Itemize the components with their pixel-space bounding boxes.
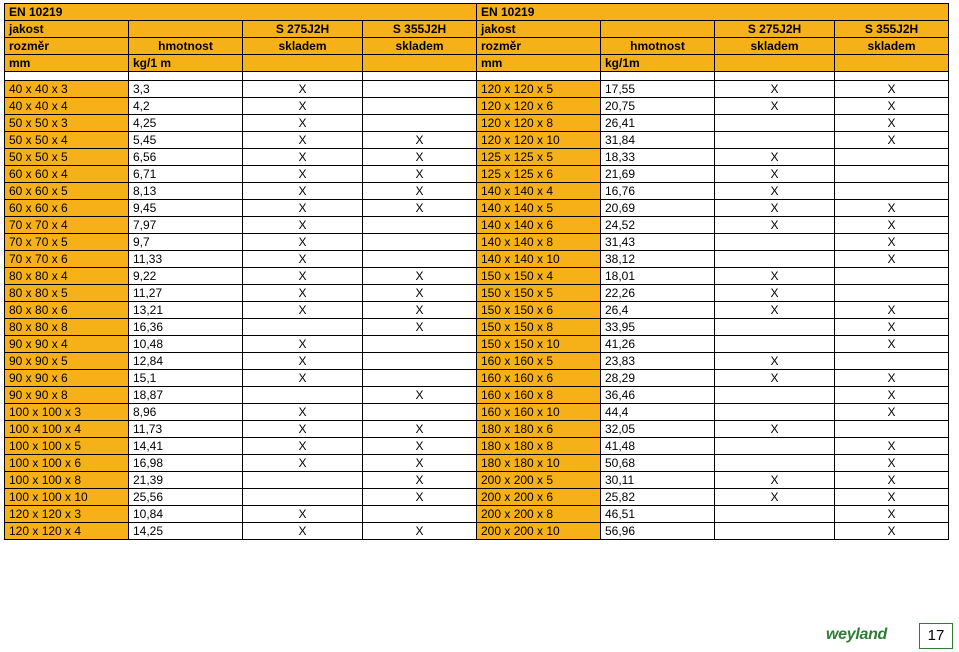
left-stock-s275-cell: X — [243, 234, 363, 251]
left-stock-s275-cell: X — [243, 251, 363, 268]
unit-weight-left: kg/1 m — [129, 55, 243, 72]
right-size-cell: 180 x 180 x 10 — [477, 455, 601, 472]
right-size-cell: 160 x 160 x 5 — [477, 353, 601, 370]
left-size-cell: 50 x 50 x 5 — [5, 149, 129, 166]
right-stock-s355-cell: X — [835, 404, 949, 421]
right-stock-s355-cell: X — [835, 506, 949, 523]
grade-s275-right: S 275J2H — [715, 21, 835, 38]
right-stock-s355-cell — [835, 166, 949, 183]
right-stock-s275-cell: X — [715, 217, 835, 234]
left-size-cell: 120 x 120 x 3 — [5, 506, 129, 523]
left-stock-s275-cell: X — [243, 421, 363, 438]
right-stock-s355-cell: X — [835, 370, 949, 387]
left-stock-s275-cell: X — [243, 132, 363, 149]
right-stock-s275-cell: X — [715, 285, 835, 302]
left-stock-s355-cell: X — [363, 472, 477, 489]
right-size-cell: 150 x 150 x 6 — [477, 302, 601, 319]
right-size-cell: 140 x 140 x 4 — [477, 183, 601, 200]
left-weight-cell: 25,56 — [129, 489, 243, 506]
table-row — [5, 353, 949, 370]
right-weight-cell: 18,01 — [601, 268, 715, 285]
left-size-cell: 70 x 70 x 4 — [5, 217, 129, 234]
right-stock-s355-cell: X — [835, 98, 949, 115]
spacer-cell — [243, 72, 363, 81]
left-size-cell: 70 x 70 x 6 — [5, 251, 129, 268]
left-weight-cell: 13,21 — [129, 302, 243, 319]
spacer-cell — [5, 72, 129, 81]
right-stock-s275-cell: X — [715, 353, 835, 370]
right-stock-s275-cell: X — [715, 268, 835, 285]
left-stock-s275-cell: X — [243, 336, 363, 353]
grade-s355-right: S 355J2H — [835, 21, 949, 38]
left-weight-cell: 15,1 — [129, 370, 243, 387]
right-stock-s355-cell — [835, 149, 949, 166]
left-size-cell: 50 x 50 x 4 — [5, 132, 129, 149]
table-row — [5, 489, 949, 506]
right-stock-s355-cell: X — [835, 387, 949, 404]
right-stock-s275-cell: X — [715, 166, 835, 183]
left-weight-cell: 14,25 — [129, 523, 243, 540]
col-weight-right: hmotnost — [601, 38, 715, 55]
left-weight-cell: 16,36 — [129, 319, 243, 336]
right-size-cell: 140 x 140 x 5 — [477, 200, 601, 217]
left-size-cell: 100 x 100 x 5 — [5, 438, 129, 455]
left-stock-s275-cell: X — [243, 115, 363, 132]
table-row — [5, 438, 949, 455]
right-size-cell: 125 x 125 x 6 — [477, 166, 601, 183]
left-weight-cell: 11,73 — [129, 421, 243, 438]
spacer-cell — [601, 72, 715, 81]
left-stock-s275-cell: X — [243, 370, 363, 387]
right-weight-cell: 32,05 — [601, 421, 715, 438]
right-weight-cell: 21,69 — [601, 166, 715, 183]
left-stock-s355-cell: X — [363, 183, 477, 200]
right-stock-s275-cell: X — [715, 370, 835, 387]
right-stock-s355-cell: X — [835, 132, 949, 149]
right-weight-cell: 38,12 — [601, 251, 715, 268]
left-stock-s355-cell: X — [363, 166, 477, 183]
right-size-cell: 150 x 150 x 10 — [477, 336, 601, 353]
right-stock-s275-cell — [715, 506, 835, 523]
left-weight-cell: 12,84 — [129, 353, 243, 370]
left-weight-cell: 8,13 — [129, 183, 243, 200]
grade-s355-left: S 355J2H — [363, 21, 477, 38]
right-stock-s355-cell: X — [835, 438, 949, 455]
left-stock-s275-cell: X — [243, 353, 363, 370]
left-stock-s275-cell: X — [243, 302, 363, 319]
right-size-cell: 180 x 180 x 8 — [477, 438, 601, 455]
left-stock-s275-cell: X — [243, 455, 363, 472]
right-size-cell: 150 x 150 x 5 — [477, 285, 601, 302]
left-size-cell: 60 x 60 x 5 — [5, 183, 129, 200]
left-size-cell: 100 x 100 x 4 — [5, 421, 129, 438]
left-stock-s355-cell: X — [363, 438, 477, 455]
col-weight-left: hmotnost — [129, 38, 243, 55]
right-size-cell: 160 x 160 x 6 — [477, 370, 601, 387]
table-row — [5, 336, 949, 353]
right-stock-s355-cell: X — [835, 523, 949, 540]
header-row-units — [5, 55, 949, 72]
table-row — [5, 523, 949, 540]
standard-left: EN 10219 — [5, 4, 477, 21]
unit-empty-right-1 — [715, 55, 835, 72]
right-weight-cell: 16,76 — [601, 183, 715, 200]
left-weight-cell: 16,98 — [129, 455, 243, 472]
unit-empty-right-2 — [835, 55, 949, 72]
right-size-cell: 140 x 140 x 6 — [477, 217, 601, 234]
spacer-cell — [129, 72, 243, 81]
left-weight-cell: 7,97 — [129, 217, 243, 234]
left-stock-s355-cell: X — [363, 319, 477, 336]
page-number: 17 — [919, 623, 953, 649]
left-size-cell: 50 x 50 x 3 — [5, 115, 129, 132]
left-size-cell: 90 x 90 x 6 — [5, 370, 129, 387]
right-weight-cell: 23,83 — [601, 353, 715, 370]
right-weight-cell: 44,4 — [601, 404, 715, 421]
table-row — [5, 200, 949, 217]
left-size-cell: 60 x 60 x 4 — [5, 166, 129, 183]
right-stock-s275-cell — [715, 404, 835, 421]
right-stock-s355-cell: X — [835, 302, 949, 319]
table-row — [5, 149, 949, 166]
table-row — [5, 217, 949, 234]
left-stock-s275-cell: X — [243, 149, 363, 166]
col-stock355-left: skladem — [363, 38, 477, 55]
weyland-logo: weyland — [826, 626, 888, 643]
table-row — [5, 370, 949, 387]
left-weight-cell: 9,7 — [129, 234, 243, 251]
table-row — [5, 98, 949, 115]
table-row — [5, 268, 949, 285]
right-size-cell: 120 x 120 x 5 — [477, 81, 601, 98]
left-stock-s355-cell: X — [363, 489, 477, 506]
right-stock-s275-cell — [715, 387, 835, 404]
left-stock-s355-cell — [363, 217, 477, 234]
left-size-cell: 60 x 60 x 6 — [5, 200, 129, 217]
right-stock-s275-cell: X — [715, 183, 835, 200]
left-stock-s355-cell: X — [363, 421, 477, 438]
right-size-cell: 120 x 120 x 8 — [477, 115, 601, 132]
table-row — [5, 404, 949, 421]
table-row — [5, 183, 949, 200]
left-stock-s275-cell: X — [243, 81, 363, 98]
right-stock-s355-cell — [835, 421, 949, 438]
right-stock-s275-cell: X — [715, 98, 835, 115]
right-weight-cell: 41,48 — [601, 438, 715, 455]
left-stock-s355-cell — [363, 404, 477, 421]
table-row — [5, 81, 949, 98]
right-size-cell: 125 x 125 x 5 — [477, 149, 601, 166]
standard-right: EN 10219 — [477, 4, 949, 21]
left-weight-cell: 10,48 — [129, 336, 243, 353]
right-stock-s275-cell — [715, 251, 835, 268]
left-stock-s275-cell: X — [243, 506, 363, 523]
right-stock-s275-cell: X — [715, 472, 835, 489]
table-row — [5, 285, 949, 302]
right-stock-s275-cell — [715, 132, 835, 149]
table-row — [5, 387, 949, 404]
right-weight-cell: 26,4 — [601, 302, 715, 319]
left-weight-cell: 3,3 — [129, 81, 243, 98]
left-stock-s355-cell — [363, 251, 477, 268]
table-row — [5, 302, 949, 319]
right-stock-s355-cell — [835, 285, 949, 302]
left-weight-cell: 6,56 — [129, 149, 243, 166]
right-stock-s275-cell — [715, 336, 835, 353]
table-row — [5, 472, 949, 489]
right-weight-cell: 25,82 — [601, 489, 715, 506]
left-stock-s355-cell — [363, 234, 477, 251]
right-stock-s355-cell — [835, 353, 949, 370]
left-stock-s275-cell: X — [243, 285, 363, 302]
right-stock-s275-cell — [715, 438, 835, 455]
left-stock-s355-cell — [363, 81, 477, 98]
left-weight-cell: 5,45 — [129, 132, 243, 149]
table-row — [5, 234, 949, 251]
right-stock-s275-cell: X — [715, 302, 835, 319]
right-stock-s355-cell: X — [835, 251, 949, 268]
left-weight-cell: 9,22 — [129, 268, 243, 285]
left-stock-s355-cell — [363, 98, 477, 115]
table-row — [5, 319, 949, 336]
right-stock-s275-cell: X — [715, 81, 835, 98]
left-size-cell: 90 x 90 x 5 — [5, 353, 129, 370]
right-weight-cell: 33,95 — [601, 319, 715, 336]
grade-label-right: jakost — [477, 21, 601, 38]
left-size-cell: 40 x 40 x 4 — [5, 98, 129, 115]
right-size-cell: 200 x 200 x 10 — [477, 523, 601, 540]
left-stock-s355-cell — [363, 115, 477, 132]
right-stock-s275-cell — [715, 523, 835, 540]
header-row-grade — [5, 21, 949, 38]
right-stock-s355-cell: X — [835, 81, 949, 98]
left-stock-s275-cell — [243, 472, 363, 489]
left-stock-s275-cell: X — [243, 183, 363, 200]
right-size-cell: 200 x 200 x 5 — [477, 472, 601, 489]
left-stock-s275-cell — [243, 489, 363, 506]
right-size-cell: 150 x 150 x 8 — [477, 319, 601, 336]
left-size-cell: 40 x 40 x 3 — [5, 81, 129, 98]
right-weight-cell: 18,33 — [601, 149, 715, 166]
right-stock-s355-cell — [835, 268, 949, 285]
left-stock-s355-cell — [363, 506, 477, 523]
right-stock-s355-cell: X — [835, 115, 949, 132]
right-stock-s355-cell: X — [835, 336, 949, 353]
right-stock-s275-cell — [715, 115, 835, 132]
right-weight-cell: 31,84 — [601, 132, 715, 149]
left-stock-s275-cell: X — [243, 200, 363, 217]
unit-empty-left-1 — [243, 55, 363, 72]
left-size-cell: 80 x 80 x 5 — [5, 285, 129, 302]
left-stock-s355-cell: X — [363, 285, 477, 302]
spacer-cell — [363, 72, 477, 81]
table-row — [5, 506, 949, 523]
left-size-cell: 80 x 80 x 8 — [5, 319, 129, 336]
right-size-cell: 120 x 120 x 6 — [477, 98, 601, 115]
unit-size-right: mm — [477, 55, 601, 72]
right-weight-cell: 56,96 — [601, 523, 715, 540]
left-stock-s355-cell: X — [363, 268, 477, 285]
right-weight-cell: 50,68 — [601, 455, 715, 472]
right-weight-cell: 30,11 — [601, 472, 715, 489]
right-stock-s275-cell — [715, 319, 835, 336]
right-weight-cell: 20,69 — [601, 200, 715, 217]
right-size-cell: 160 x 160 x 10 — [477, 404, 601, 421]
unit-size-left: mm — [5, 55, 129, 72]
unit-empty-left-2 — [363, 55, 477, 72]
table-row — [5, 455, 949, 472]
right-weight-cell: 31,43 — [601, 234, 715, 251]
grade-label-left: jakost — [5, 21, 129, 38]
right-weight-cell: 17,55 — [601, 81, 715, 98]
left-weight-cell: 11,33 — [129, 251, 243, 268]
right-stock-s355-cell: X — [835, 489, 949, 506]
left-stock-s275-cell: X — [243, 217, 363, 234]
right-size-cell: 180 x 180 x 6 — [477, 421, 601, 438]
left-weight-cell: 14,41 — [129, 438, 243, 455]
left-stock-s355-cell: X — [363, 302, 477, 319]
col-stock275-left: skladem — [243, 38, 363, 55]
right-stock-s275-cell — [715, 455, 835, 472]
spacer-cell — [477, 72, 601, 81]
right-weight-cell: 22,26 — [601, 285, 715, 302]
right-weight-cell: 46,51 — [601, 506, 715, 523]
right-stock-s355-cell: X — [835, 200, 949, 217]
header-row-standard — [5, 4, 949, 21]
right-stock-s275-cell: X — [715, 149, 835, 166]
right-stock-s275-cell: X — [715, 489, 835, 506]
right-stock-s355-cell: X — [835, 217, 949, 234]
spacer-row — [5, 72, 949, 81]
left-weight-cell: 6,71 — [129, 166, 243, 183]
left-size-cell: 90 x 90 x 8 — [5, 387, 129, 404]
right-size-cell: 140 x 140 x 8 — [477, 234, 601, 251]
left-size-cell: 100 x 100 x 8 — [5, 472, 129, 489]
right-size-cell: 150 x 150 x 4 — [477, 268, 601, 285]
left-stock-s355-cell: X — [363, 149, 477, 166]
right-weight-cell: 36,46 — [601, 387, 715, 404]
left-size-cell: 80 x 80 x 6 — [5, 302, 129, 319]
left-size-cell: 100 x 100 x 6 — [5, 455, 129, 472]
col-stock355-right: skladem — [835, 38, 949, 55]
right-size-cell: 140 x 140 x 10 — [477, 251, 601, 268]
left-stock-s355-cell: X — [363, 455, 477, 472]
right-weight-cell: 26,41 — [601, 115, 715, 132]
left-stock-s355-cell — [363, 353, 477, 370]
left-stock-s275-cell: X — [243, 98, 363, 115]
right-stock-s275-cell: X — [715, 421, 835, 438]
table-row — [5, 421, 949, 438]
grade-empty-left — [129, 21, 243, 38]
left-weight-cell: 18,87 — [129, 387, 243, 404]
left-size-cell: 80 x 80 x 4 — [5, 268, 129, 285]
right-size-cell: 200 x 200 x 6 — [477, 489, 601, 506]
left-weight-cell: 4,25 — [129, 115, 243, 132]
left-size-cell: 120 x 120 x 4 — [5, 523, 129, 540]
right-weight-cell: 24,52 — [601, 217, 715, 234]
right-stock-s355-cell: X — [835, 472, 949, 489]
table-row — [5, 132, 949, 149]
left-weight-cell: 8,96 — [129, 404, 243, 421]
left-stock-s275-cell: X — [243, 438, 363, 455]
left-stock-s275-cell: X — [243, 166, 363, 183]
table-row — [5, 251, 949, 268]
left-stock-s355-cell: X — [363, 387, 477, 404]
right-stock-s355-cell: X — [835, 455, 949, 472]
right-size-cell: 120 x 120 x 10 — [477, 132, 601, 149]
left-size-cell: 100 x 100 x 10 — [5, 489, 129, 506]
right-stock-s275-cell: X — [715, 200, 835, 217]
left-size-cell: 90 x 90 x 4 — [5, 336, 129, 353]
right-weight-cell: 41,26 — [601, 336, 715, 353]
left-stock-s275-cell: X — [243, 404, 363, 421]
left-weight-cell: 4,2 — [129, 98, 243, 115]
left-weight-cell: 9,45 — [129, 200, 243, 217]
right-weight-cell: 28,29 — [601, 370, 715, 387]
grade-s275-left: S 275J2H — [243, 21, 363, 38]
left-stock-s275-cell — [243, 319, 363, 336]
left-size-cell: 100 x 100 x 3 — [5, 404, 129, 421]
grade-empty-right — [601, 21, 715, 38]
unit-weight-right: kg/1m — [601, 55, 715, 72]
right-stock-s355-cell — [835, 183, 949, 200]
left-stock-s275-cell: X — [243, 523, 363, 540]
right-stock-s355-cell: X — [835, 234, 949, 251]
left-stock-s275-cell — [243, 387, 363, 404]
left-weight-cell: 11,27 — [129, 285, 243, 302]
product-table — [4, 3, 949, 540]
left-stock-s275-cell: X — [243, 268, 363, 285]
left-stock-s355-cell: X — [363, 132, 477, 149]
right-stock-s275-cell — [715, 234, 835, 251]
left-stock-s355-cell: X — [363, 523, 477, 540]
right-size-cell: 200 x 200 x 8 — [477, 506, 601, 523]
right-size-cell: 160 x 160 x 8 — [477, 387, 601, 404]
left-size-cell: 70 x 70 x 5 — [5, 234, 129, 251]
left-weight-cell: 10,84 — [129, 506, 243, 523]
left-weight-cell: 21,39 — [129, 472, 243, 489]
col-size-left: rozměr — [5, 38, 129, 55]
col-size-right: rozměr — [477, 38, 601, 55]
left-stock-s355-cell: X — [363, 200, 477, 217]
spacer-cell — [715, 72, 835, 81]
left-stock-s355-cell — [363, 336, 477, 353]
header-row-columns — [5, 38, 949, 55]
col-stock275-right: skladem — [715, 38, 835, 55]
spacer-cell — [835, 72, 949, 81]
right-weight-cell: 20,75 — [601, 98, 715, 115]
right-stock-s355-cell: X — [835, 319, 949, 336]
table-row — [5, 166, 949, 183]
left-stock-s355-cell — [363, 370, 477, 387]
table-row — [5, 115, 949, 132]
